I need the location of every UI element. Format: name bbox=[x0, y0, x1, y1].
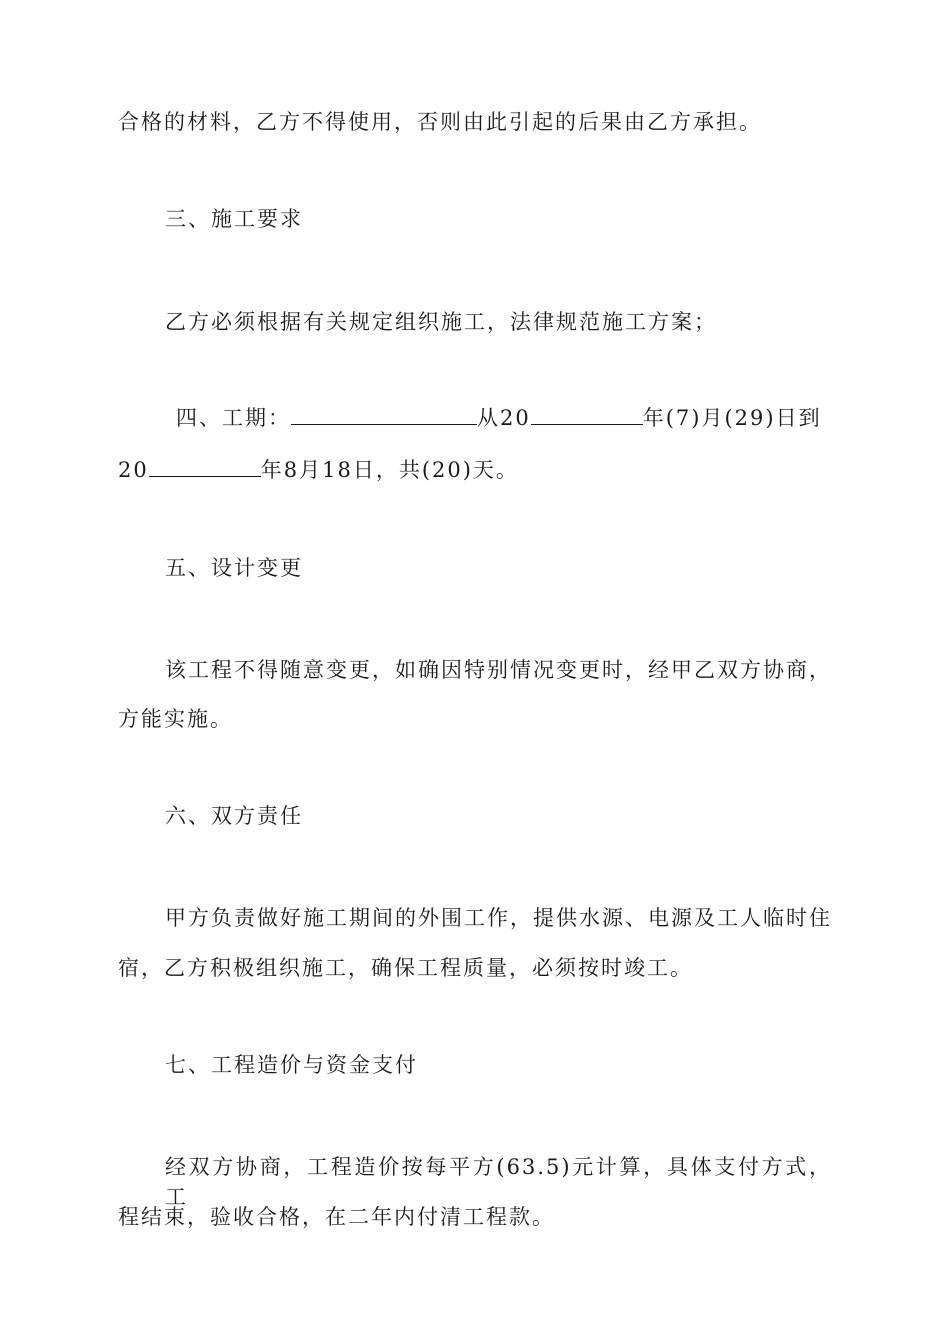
paragraph-line: 宿，乙方积极组织施工，确保工程质量，必须按时竣工。 bbox=[118, 956, 693, 980]
schedule-from: 从20 bbox=[477, 406, 531, 430]
section-heading-responsibilities: 六、双方责任 bbox=[165, 804, 303, 828]
section-heading-design-changes: 五、设计变更 bbox=[165, 556, 303, 580]
paragraph-line: 合格的材料，乙方不得使用，否则由此引起的后果由乙方承担。 bbox=[118, 110, 762, 134]
section-heading-construction-requirements: 三、施工要求 bbox=[165, 207, 303, 231]
paragraph-line: 甲方负责做好施工期间的外围工作，提供水源、电源及工人临时住 bbox=[165, 906, 832, 930]
schedule-year-prefix: 20 bbox=[118, 458, 149, 482]
paragraph-line: 方能实施。 bbox=[118, 707, 233, 731]
blank-field bbox=[149, 458, 261, 477]
schedule-end-date: 年8月18日，共(20)天。 bbox=[260, 458, 519, 482]
section-heading-cost-and-payment: 七、工程造价与资金支付 bbox=[165, 1053, 418, 1077]
paragraph-line: 该工程不得随意变更，如确因特别情况变更时，经甲乙双方协商， bbox=[165, 658, 832, 682]
paragraph-line: 经双方协商，工程造价按每平方(63.5)元计算，具体支付方式，工 bbox=[165, 1155, 832, 1209]
schedule-start-date: 年(7)月(29)日到 bbox=[642, 406, 822, 430]
schedule-label: 四、工期： bbox=[176, 406, 291, 430]
schedule-line bbox=[176, 403, 832, 433]
paragraph-line: 程结束，验收合格，在二年内付清工程款。 bbox=[118, 1205, 555, 1229]
blank-field bbox=[531, 406, 643, 425]
blank-field bbox=[291, 406, 477, 425]
schedule-line-2 bbox=[118, 455, 832, 485]
paragraph-line: 乙方必须根据有关规定组织施工，法律规范施工方案； bbox=[165, 310, 717, 334]
